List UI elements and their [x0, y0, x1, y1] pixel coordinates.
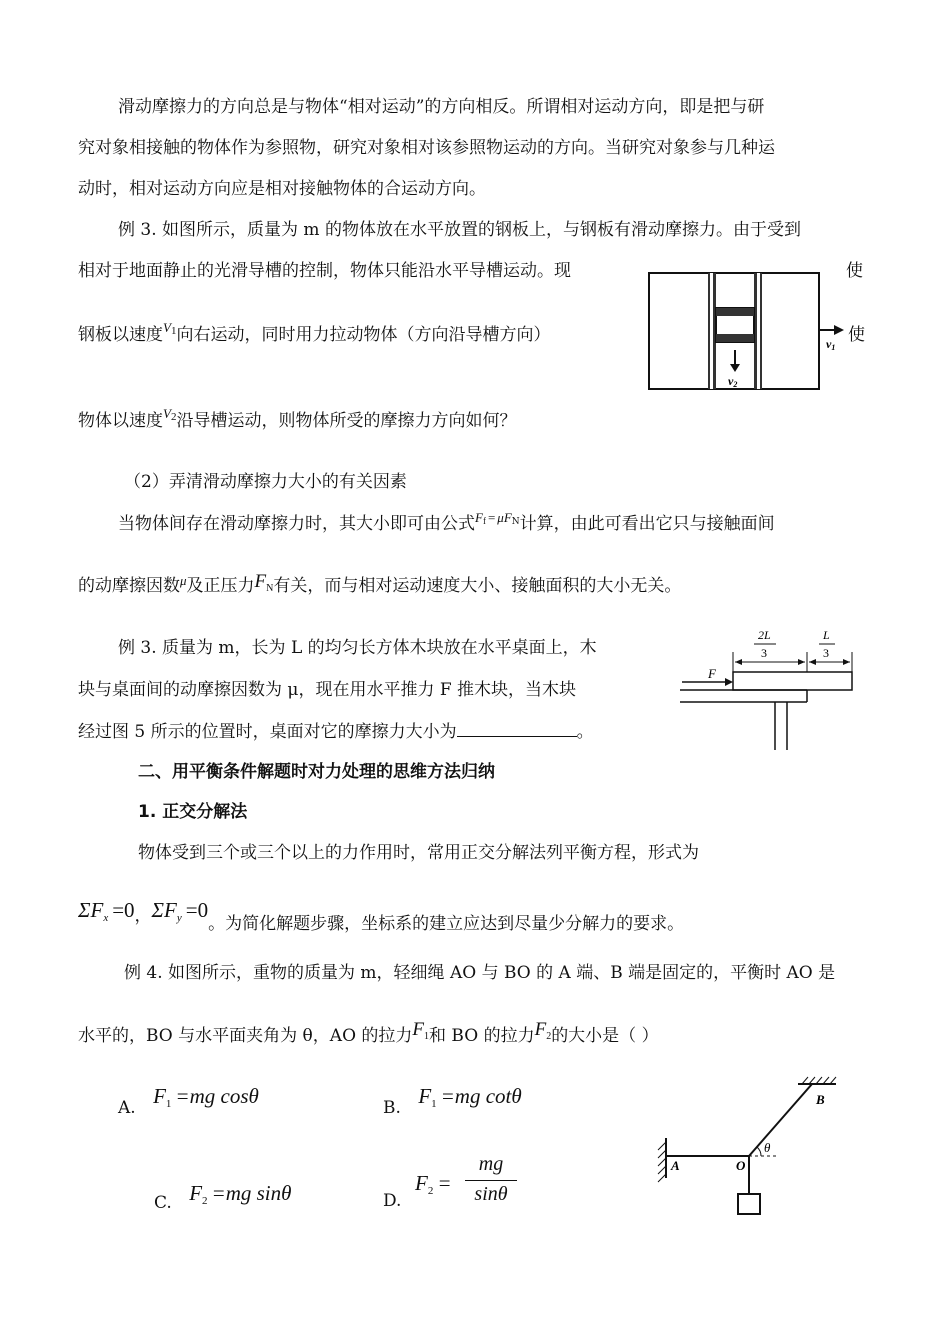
option-b-formula: F1 =mg cotθ [418, 1084, 522, 1110]
ex4-line2-pre: 水平的，BO 与水平面夹角为 θ，AO 的拉力 [78, 1026, 413, 1046]
option-d-label: D. [383, 1191, 402, 1211]
ex4-line2-post: 的大小是（ ） [551, 1026, 659, 1046]
fig-force-label: F [708, 666, 716, 681]
ex3b-line3 [78, 720, 594, 743]
sec2-line1-pre: 当物体间存在滑动摩擦力时，其大小即可由公式 [118, 514, 475, 534]
mu-symbol: μ [180, 573, 187, 588]
equilibrium-eq-y: ΣFy =0 [151, 898, 209, 924]
fig-L-den: 3 [823, 646, 829, 660]
dim-L-arrow-right [843, 659, 850, 665]
theta-arc [757, 1147, 761, 1156]
option-d-lhs: F2 = [415, 1171, 452, 1197]
sec2-line1-post: 计算，由此可看出它只与接触面间 [519, 514, 775, 534]
ex3a-line3 [78, 320, 551, 348]
sec2-heading: （2）弄清滑动摩擦力大小的有关因素 [124, 472, 407, 492]
sec2-line2 [78, 571, 682, 600]
groove-figure [648, 272, 848, 394]
ex3a-line3-pre: 钢板以速度 [78, 325, 163, 345]
option-d[interactable] [383, 1190, 401, 1212]
ex4-line2 [78, 1019, 659, 1050]
ex3a-line3-end: 使 [848, 325, 865, 345]
fig-label-B: B [816, 1092, 825, 1107]
option-b-label: B. [383, 1098, 401, 1118]
dim-L-arrow-left [809, 659, 816, 665]
groove-inner-left [710, 273, 713, 389]
v1-arrow-head [834, 325, 844, 335]
left-wall-hatch-3 [658, 1158, 666, 1166]
eq-separator: ， [134, 906, 152, 926]
para1-line3: 动时，相对运动方向应是相对接触物体的合运动方向。 [78, 179, 486, 199]
rope-figure [652, 1074, 872, 1220]
ex3a-line4-pre: 物体以速度 [78, 411, 163, 431]
option-d-numerator: mg [478, 1153, 504, 1175]
sec2-line2-post: 有关，而与相对运动速度大小、接触面积的大小无关。 [273, 576, 682, 596]
ex3a-line2: 相对于地面静止的光滑导槽的控制，物体只能沿水平导槽运动。现 [78, 261, 571, 281]
fig-2L-den: 3 [761, 646, 767, 660]
answer-blank[interactable] [457, 720, 577, 737]
rope-BO [749, 1084, 812, 1156]
ex3a-line2-end: 使 [846, 261, 863, 281]
ex3a-line4 [78, 406, 517, 434]
option-a-formula: F1 =mg cosθ [153, 1084, 259, 1110]
option-d-denominator: sinθ [474, 1183, 508, 1205]
left-wall-hatch-1 [658, 1142, 666, 1150]
option-c[interactable] [154, 1181, 292, 1216]
para1-line1: 滑动摩擦力的方向总是与物体“相对运动”的方向相反。所谓相对运动方向，即是把与研 [118, 97, 765, 117]
ceiling-hatch-4 [823, 1077, 829, 1084]
block-table-figure [680, 624, 860, 752]
fig-L-num: L [823, 628, 830, 642]
ex4-line2-mid: 和 BO 的拉力 [429, 1026, 535, 1046]
option-a[interactable] [118, 1084, 259, 1121]
sec2-line1 [118, 510, 775, 538]
v2-symbol: V2 [163, 406, 177, 423]
ex3a-line3-post: 向右运动，同时用力拉动物体（方向沿导槽方向） [176, 325, 551, 345]
wood-block [733, 672, 852, 690]
ex3b-line3-post: 。 [576, 722, 594, 742]
equilibrium-eq-x: ΣFx =0 [78, 898, 135, 924]
ceiling-hatch-3 [816, 1077, 822, 1084]
left-wall-hatch-4 [658, 1166, 666, 1174]
fig-label-theta: θ [764, 1140, 771, 1155]
option-d-fraction-bar [465, 1180, 517, 1181]
ex3b-line2: 块与桌面间的动摩擦因数为 μ，现在用水平推力 F 推木块，当木块 [78, 680, 577, 700]
para1-line2: 究对象相接触的物体作为参照物，研究对象相对该参照物运动的方向。当研究对象参与几种运 [78, 138, 775, 158]
part2-line1: 物体受到三个或三个以上的力作用时，常用正交分解法列平衡方程，形式为 [138, 843, 699, 863]
option-c-formula: F2 =mg sinθ [189, 1181, 292, 1207]
ex3b-line3-pre: 经过图 5 所示的位置时，桌面对它的摩擦力大小为 [78, 722, 457, 742]
part2-line2 [78, 898, 685, 934]
normal-force-symbol: $F_N$ [254, 571, 274, 594]
sec2-line2-mid: 及正压力 [186, 576, 255, 596]
option-b[interactable] [383, 1084, 522, 1121]
dim-2L-arrow-right [798, 659, 805, 665]
block-bottom-bar [716, 334, 754, 342]
ceiling-hatch-2 [809, 1077, 815, 1084]
ex3a-line4-post: 沿导槽运动，则物体所受的摩擦力方向如何？ [176, 411, 517, 431]
v1-symbol: V1 [163, 320, 177, 337]
block-top-bar [716, 308, 754, 316]
fig-v2-label: v2 [728, 374, 738, 389]
ceiling-hatch-5 [830, 1077, 836, 1084]
ex3a-line1: 例 3. 如图所示，质量为 m 的物体放在水平放置的钢板上，与钢板有滑动摩擦力。由于受到 [118, 220, 801, 240]
hanging-weight [738, 1194, 760, 1214]
ex3b-line1: 例 3. 质量为 m，长为 L 的均匀长方体木块放在水平桌面上，木 [118, 638, 597, 658]
F1-symbol: $F_1$ [412, 1019, 430, 1042]
fig-label-O: O [736, 1158, 746, 1173]
force-arrow-head [725, 678, 733, 686]
option-c-label: C. [154, 1193, 172, 1213]
dim-2L-arrow-left [735, 659, 742, 665]
part2-line2-post: 。为简化解题步骤，坐标系的建立应达到尽量少分解力的要求。 [208, 914, 685, 934]
left-wall-hatch-2 [658, 1150, 666, 1158]
groove-inner-right [757, 273, 760, 389]
F2-symbol: $F_2$ [534, 1019, 552, 1042]
ceiling-hatch-1 [802, 1077, 808, 1084]
left-wall-hatch-5 [658, 1174, 666, 1182]
sec2-line2-pre: 的动摩擦因数 [78, 576, 180, 596]
fig-v1-label: v1 [826, 337, 836, 352]
formula-friction: Ff = μFN [475, 510, 520, 527]
fig-2L-num: 2L [758, 628, 771, 642]
ex4-line1: 例 4. 如图所示，重物的质量为 m，轻细绳 AO 与 BO 的 A 端、B 端是固定的，平衡时 AO 是 [124, 963, 836, 983]
part2-sub1: 1. 正交分解法 [138, 802, 248, 822]
fig-label-A: A [671, 1158, 680, 1173]
option-a-label: A. [118, 1098, 136, 1118]
part2-heading: 二、用平衡条件解题时对力处理的思维方法归纳 [138, 762, 495, 782]
